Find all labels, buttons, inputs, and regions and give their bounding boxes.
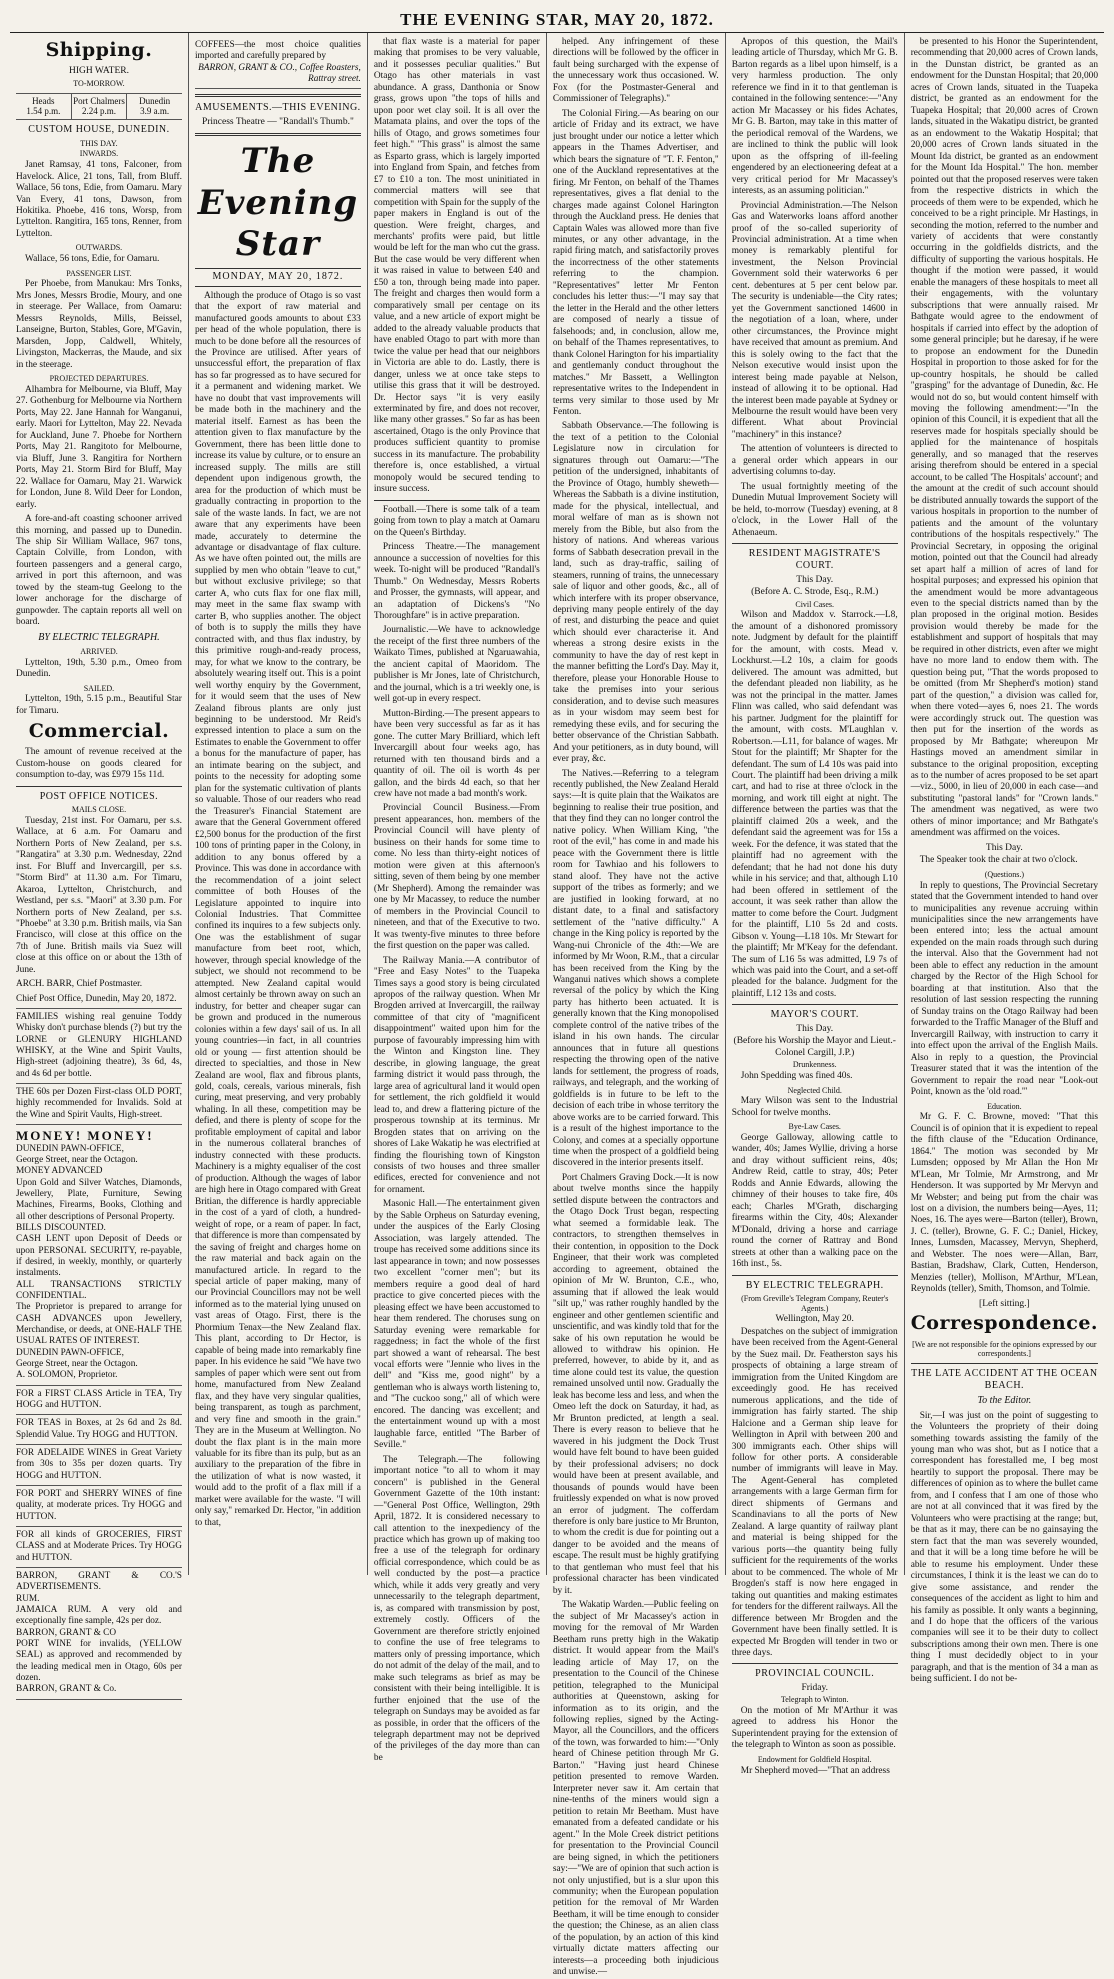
to-the-editor: To the Editor. [977,1395,1032,1407]
divider [195,94,361,97]
pc-telegraph-label: Telegraph to Winton. [780,1695,849,1705]
tide-cell [127,94,182,120]
sabbath-item: Sabbath Observance.—The following is the text of a petition to the Colonial Legislature now in circulation for signatures through out Oamaru:—"The petition of the undersigned, inhabitants of the Province of Otago, humbly sheweth—Whereas the Sabbath is a divine institution, made for the physical, intellectual, and moral welfare of man as is shown not merely from the Bible, but also from the history of nations. And whereas various forms of Sabbath desecration prevail in the land, such as dray-traffic, sailing of steamers, running of trains, the unnecessary sale of liquor and other goods, &c., all of which interfere with its proper observance, depriving many people entirely of the day of rest, and disturbing the peace and quiet which should ever characterise it. And whereas a strong desire exists in the community to have the day of rest kept in the manner befitting the Lord's Day. May it, therefore, please your Honorable House to take the premises into your serious consideration, and to devise such measures as in your wisdom may seem best for remedying these evils, and for securing the better observance of the Christian Sabbath. And your petitioners, as in duty bound, will ever pray, &c. [552,421,719,765]
theatre-line: Princess Theatre — "Randall's Thumb." [201,116,354,127]
pawn-owner: A. SOLOMON, Proprietor. [16,1370,118,1381]
beach-accident-title: THE LATE ACCIDENT AT THE OCEAN BEACH. [911,1368,1098,1392]
tide-cell [16,94,72,120]
provincial-admin-item: Provincial Administration.—The Nelson Gas and Waterworks loans afford another proof of the so-called superiority of Provincial administration. At a time when money is remarkably plentiful for investment, the Nelson Provincial Government sold their waterworks 6 per cent. debentures at 5 per cent below par. The security is undeniable—the City rates; yet the Government sanctioned 14600 in the negotiation of a loan, where, under other circumstances, the Province might have received that amount as premium. And this is solely owing to the fact that the Nelson executive would insist upon the interest being made payable at Nelson, instead of allowing it to be optional. Had the interest been made payable at Sydney or Melbourne the result would have been very different. What about Provincial "machinery" in this instance? [731,200,898,440]
natives-item: The Natives.—Referring to a telegram recently published, the New Zealand Herald says:—It is quite plain that the Waikatos are beginning to realise their true position, and that they find they can no longer control the native policy. When William King, "the root of the evil," has come in and made his peace with the Government there is little room for Tawhiao and his followers to stand aloof. They have not the active support of the tribes as formerly; and we are justified in looking forward, at no distant date, to a final and satisfactory settlement of the "native difficulty." A change in the King policy is reported by the Wang-nui Chronicle of the 4th:—We are informed by Mr Woon, R.M., that a circular has been received from the King by the Wanganui natives which shows a complete reversal of the policy by which the King party has hitherto been actuated. It is generally known that the King monopolised complete control of the native tribes of the island in his own hands. The circular announces that in future all questions respecting the throwing open of the native lands for settlement, the progress of roads, railways, and telegraph, and the working of goldfields is in future to be left to the decision of each tribe in whose territory the above works are to be carried forward. This is a result of the highest importance to the Colony, and comes at a specially opportune time when the prospect of a goldfield being discovered in the interior presents itself. [552,768,719,1169]
high-water-label: HIGH WATER. [68,66,129,77]
colonial-firing-item: The Colonial Firing.—As bearing on our article of Friday and its extract, we have just brought under our notice a letter which appears in the Thames Advertiser, and which bears the signature of "T. F. Fenton," one of the Auckland representatives at the firing. Mr Fenton, on behalf of the Thames representatives, gives a flat denial to the charges made against Colonel Harington through the Auckland press. He denies that Captain Wales was allowed more than five minutes, or any other advantage, in the rapid firing match, and satisfactorily proves the incorrectness of the other statements referring to the champion. "Representatives" letter Mr Fenton concludes his letter thus:—"I may say that the letter in the Herald and the other letters are composed of nearly a tissue of falsehoods; and, in conclusion, allow me, on behalf of the Thames representatives, to thank Colonel Harington for his impartiality and gentlemanly conduct throughout the matches." Mr Bassett, a Wellington representative writes to the Independent in terms very similar to those used by Mr Fenton. [552,108,719,417]
pawn-office: DUNEDIN PAWN-OFFICE, [16,1347,124,1358]
hogg-ad: FOR ADELAIDE WINES in Great Variety from 30s to 35s per dozen quarts. Try HOGG and HUTTON. [16,1445,182,1486]
custom-house-heading: CUSTOM HOUSE, DUNEDIN. [28,124,170,136]
telegraph-item: The Telegraph.—The following important notice "to all to whom it may concern" is published in the General Government Gazette of the 10th instant:—"General Post Office, Wellington, 29th April, 1872. It is considered necessary to call attention to the inexpediency of the practice which has grown up of making too free a use of the telegraph for ordinary official correspondence, which could be as well conducted by the post—a practice which, while it adds very greatly and very unnecessarily to the telegraph department, is, as compared with transmission by post, extremely costly. Officers of the Government are therefore strictly enjoined to confine the use of free telegrams to matters only of pressing importance, which do not admit of the delay of the mail, and to make such telegrams as brief as may be consistent with their being intelligible. It is further enjoined that the use of the telegraph on Sundays may be avoided as far as possible, in order that the officers of the telegraph department may not be deprived of the privileges of the day more than can be [373,1454,540,1763]
columns [10,33,1104,1978]
mails-close-label: MAILS CLOSE. [71,805,127,815]
council-continued: be presented to his Honor the Superintendent, recommending that 20,000 acres of Crown lands, in the Dunstan district, be granted as an endowment for the Dunstan Hospital; that 20,000 acres of Crown lands, situated in the Tuapeka district, be granted as an endowment for the Tuapeka Hospital; that 20,000 acres of Crown lands, situated in the Wakatipu district, be granted as an endowment to the Wakatip Hospital; that 20,000 acres of Crown lands situated in the Mount Ida district, be granted as an endowment for the Mount Ida Hospital." The hon. member pointed out that the proposed reserves were taken from the respective districts in which the proceeds of them were to be expended, which he conceived to be a right principle. Mr Hastings, in seconding the motion, referred to the number and variety of accidents that were constantly occurring in the goldfields districts, and the difficulty of supporting the various hospitals. He thought if the motion were passed, it would enable the managers of these hospitals to meet all their engagements, with the voluntary subscriptions that were annually raised. Mr Bathgate would agree to the endowment of hospitals if carried into effect by the adoption of some general principle; but he daresay, if he were to propose an endowment for the Dunedin Hospital in proportion to those asked for for the up-country hospitals, he should be called "grasping" for the advantage of Dunedin, &c. He would not do so, but would content himself with moving the following amendment:—"In the opinion of this Council, it is expedient that all the reserves made for hospitals specially should be applied for the maintenance of hospitals generally, and so managed that the reserves arising therefrom should be entered in a special account, to be called 'The Hospitals' account'; and the amount at the credit of such account should be distributed annually towards the support of the various hospitals in proportion to the number of patients and the amount of the voluntary contributions of the hospitals respectively." The Provincial Secretary, in opposing the original motion, pointed out that the Council had already set apart half a million of acres of land for hospital purposes; and expressed his opinion that the amendment would be more advantageous even to the special districts named than by the plan proposed in the original motion. Besides provision would thereby be made for the establishment and support of hospitals that may be required in other districts, even after we might have no more land to endow them with. The question being put, "That the words proposed to be omitted (from Mr Shepherd's motion) stand part of the question," a division was called for, when there voted—ayes 6, noes 21. The words were accordingly struck out. The question was then put for the insertion of the words as proposed by Mr Bathgate; whereupon Mr Hastings moved an amendment similar in substance to the original proposition, excepting as to the number of acres proposed to be set apart—viz., 5000, in lieu of 20,000 in each case—and substituting "pastoral lands" for "Crown lands." The amendment was negatived, as were two others of minor importance; and Mr Bathgate's amendment was affirmed on the voices. [910,37,1099,839]
pawn-cash: CASH LENT upon Deposit of Deeds or upon PERSONAL SECURITY, re-payable, if desired, in weekly, monthly, or quarterly instalments. [16,1234,182,1279]
leader-continued: that flax waste is a material for paper making that promises to be very valuable, and it possesses peculiar qualities." But Otago has other materials in vast abundance. A grass, Danthonia or Snow grass, grows upon "the tops of hills and upon poor wet clay soil. It is all over the Matamata plains, and over the tops of the hills of Otago, and grows sometimes four feet high." "This grass" is almost the same as Esparto grass, which is largely imported into England from Spain, and fetches from £7 to £10 a ton. The most uninitiated in commercial matters will see that competition with Spain for the supply of the paper makers in England is out of the question. Were freight, charges, and merchants' profits were paid, but little would be left for the man who cut the grass. But the case would be very different when it was raised in value to between £40 and £50 a ton, through being made into paper. The freight and charges then would form a comparatively small per centage on its value, and a new article of export might be added to the already valuable products that have enabled Otago to part with more than twice the value per head that our neighbors in Victoria are able to do. Lastly, there is danger, unless we at once take steps to utilise this grass that it will be destroyed. Dr. Hector says "it is very easily exterminated by fire, and does not recover, like many other grasses." So far as has been ascertained, Otago is the only Province that produces sufficient quantity to promise success in its manufacture. The probability therefore is, once established, a virtual monopoly would be secured tending to insure success. [373,37,540,495]
telegraph-from: (From Greville's Telegram Company, Reuter's Agents.) [741,1293,889,1313]
tide-place: Heads [32,95,55,106]
pawn-office-ad [16,1125,182,1386]
outwards-label: OUTWARDS. [75,243,123,253]
pc-day: Friday. [801,1682,828,1693]
speaker-line: The Speaker took the chair at two o'clock. [919,855,1078,866]
passenger-list-label: PASSENGER LIST. [66,268,132,278]
whisky-ad: FAMILIES wishing real genuine Toddy Whisky don't purchase blends (?) but try the LORNE or GLENURY HIGHLAND WHISKY, at the Wine and Spirit Vaults, High-street (adjoining theatre), 3s 6d, 4s, and 4s 6d per bottle. [16,1009,182,1084]
divider [732,1663,898,1664]
hogg-ad: FOR all kinds of GROCERIES, FIRST CLASS and at Moderate Prices. Try HOGG and HUTTON. [16,1527,182,1568]
correspondence-title: Correspondence. [910,1312,1099,1335]
passenger-text: Per Phoebe, from Manukau: Mrs Tonks, Mrs Jones, Messrs Brodie, Moury, and one in steerage. Per Wallace, from Oamaru: Messrs Reynolds, Mills, Beissel, Lanseigne, Burton, Stables, Gore, M'Gavin, Marsden, Jopp, Caldwell, Whitely, Livingston, Mackerras, the Maude, and six in the steerage. [16,279,182,370]
rm-cases: Wilson and Maddox v. Starrock.—L8, the amount of a dishonored promissory note. Judgment by default for the plaintiff for the amount, with costs. Mead v. Lockhurst.—L2 10s, a claim for goods delivered. The amount was admitted, but the defendant pleaded non liability, as he was not the principal in the matter. James Flinn was called, who said defendant was his partner. Judgment for the plaintiff for the amount, with costs. M'Laughlan v. Robertson.—L11, for balance of wages. Mr Stout for the plaintiff; Mr Shapter for the defendant. The sum of L4 10s was paid into Court. The plaintiff had been driving a milk cart, and had to rise at three o'clock in the morning, and work till eight at night. The difference between the parties was that the plaintiff claimed 20s a week, and the defendant said the agreement was for 15s a week. For the defence, it was stated that the plaintiff had no agreement with the defendant; that he had not done his duty while in his service; and that, although L10 had been offered in settlement of the account, it was seek rather than allow the matter to come before the Court. Judgment for the plaintiff, L10 5s 2d and costs. Gibson v. Young—L18 10s. Mr Stewart for the plaintiff; Mr M'Keay for the defendant. The sum of L16 5s was admitted, L9 7s of which was paid into the Court, and a set-off pleaded for the balance. Judgment for the plaintiff, L12 13s and costs. [731,610,898,999]
page-header: THE EVENING STAR, MAY 20, 1872. [10,8,1104,33]
education-text: Mr G. F. C. Browne, moved: "That this Council is of opinion that it is expedient to repeal the fifth clause of the "Education Ordinance, 1864." The motion was seconded by Mr Lumsden; opposed by Mr Allan the Hon Mr M'Lean, Mr Tolmie, Mr Armstrong, and Mr Henderson. It was supported by Mr Mervyn and Mr Webster; and being put from the chair was lost on a division, the numbers being—Ayes, 11; Noes, 16. The ayes were—Barton (teller), Brown, J. C. (teller), Browne, G. F. C.; Daniel, Hickey, Innes, Lumsden, Macassey, Mervyn, Shepherd, and Webster. The noes were—Allan, Barr, Bastian, Bradshaw, Clark, Cutten, Henderson, Menzies (teller), Mollison, M'Arthur, M'Lean, Reynolds (teller), Smith, Thomson, and Tolmie. [910,1112,1099,1295]
rum-sign: BARRON, GRANT & CO [16,1627,117,1638]
tide-place: Dunedin [139,95,171,106]
provincial-council-title: PROVINCIAL COUNCIL. [755,1668,875,1680]
hogg-ad: FOR a FIRST CLASS Article in TEA, Try HOGG and HUTTON. [16,1386,182,1416]
arrived-label: ARRIVED. [80,646,118,656]
pawn-office-addr: George Street, near the Octagon. [16,1359,138,1370]
drunk-label: Drunkenness. [792,1060,837,1070]
pawn-title: MONEY! MONEY! [16,1127,154,1143]
sailed-text: Lyttelton, 19th, 5.15 p.m., Beautiful Star for Timaru. [16,694,182,716]
neglected-text: Mary Wilson was sent to the Industrial School for twelve months. [731,1096,898,1118]
rm-civil: Civil Cases. [795,599,835,609]
mutual-improvement-item: The usual fortnightly meeting of the Dunedin Mutual Improvement Society will be held, to-morrow (Tuesday) evening, at 8 o'clock, in the Lower Hall of the Athenaeum. [731,481,898,538]
graving-dock-item: Port Chalmers Graving Dock.—It is now about twelve months since the happily settled dispute between the contractors and the Otago Dock Trust began, respecting what seemed a formidable leak. The contractors, to strengthen themselves in their contention, in opposition to the Dock Engineer, that their work was completed according to agreement, obtained the opinion of Mr W. Brunton, C.E., who, assuming that if allowed the leak would "silt up," was rather roughly handled by the engineer and other gentlemen scientific and unscientific, and was kindly told that for the sake of his own reputation he would be allowed to withdraw his opinion. He preferred, however, to abide by it, and as time alone could test its value, the question remained unsolved until now. Gradually the leak has become less and less, and when the Omeo left the dock on Saturday, it had, as Mr Brunton predicted, at length a seal. There is every reason to believe that he wavered in his judgment the Dock Trust would have felt bound to have been guided by their professional advisers; no dock would have been at present available, and thousands of pounds would have been fruitlessly expended on what is now proved an error of judgment. The cofferdam therefore is only bare justice to Mr Brunton, to whom the credit is due for pointing out a danger to be avoided and the means of escape. The result must be highly gratifying to that gentleman who must feel that his professional character has been vindicated by it. [552,1172,719,1596]
journalistic-item: Journalistic.—We have to acknowledge the receipt of the first three numbers of the Waikato Times, published at Ngaruawahia, the ancient capital of Maoridom. The publisher is Mr Jones, late of Christchurch, and the journal, which is a tri weekly one, is well got-up in every respect. [373,625,540,705]
shipping-paragraph: A fore-and-aft coasting schooner arrived this morning, and passed up to Dunedin. The ship Sir William Wallace, 967 tons, Captain Colville, from London, with fourteen passengers and a general cargo, arrived in port this afternoon, and was towed by the steam-tug Geelong to the lower anchorage for the discharge of gunpowder. The captain reports all well on board. [16,514,182,628]
post-office-sign: ARCH. BARR, Chief Postmaster. [16,979,143,990]
nameplate: The Evening Star [197,141,359,265]
this-day-label: THIS DAY. [80,138,118,148]
mayor-day: This Day. [796,1023,834,1034]
divider [732,543,898,544]
column-4 [547,33,726,1978]
coffees-text: COFFEES—the most choice qualities imported and carefully prepared by [194,40,361,62]
telegraph-continued: helped. Any infringement of these directions will be followed by the officer in fault being surcharged with the expense of the unnecessary work thus occasioned. W. Fox (for the Postmaster-General and Commissioner of Telegraphs)." [552,37,719,105]
port-sign: BARRON, GRANT & Co. [16,1684,117,1695]
beach-letter: Sir,—I was just on the point of suggesting to the Volunteers the propriety of their doing something towards assisting the family of the young man who was shot, but as I notice that a correspondent has forestalled me, I beg most heartily to support the proposal. There may be differences of opinion as to where the bullet came from, and I confess that I am one of those who are not at all convinced that it was fired by the Volunteers who were practising at the range; but, be that as it may, there can be no gainsaying the stern fact that the man was severely wounded, and that it will be a long time before he will be able to resume his employment. Under these circumstances, I think it is the least we can do to give some assistance, and render the consequences of the accident as light to him and his family as possible. It only wants a beginning, and I do hope that the officers of the various companies will see it to be their duty to collect subscriptions among their own men. There is one thing I must decidedly object to in your paragraph, and that is the mention of 34 a man as being sufficient. I do not be- [910,1410,1099,1685]
post-office-place: Chief Post Office, Dunedin, May 20, 1872. [16,991,182,1009]
post-office-title: POST OFFICE NOTICES. [39,790,159,802]
questions-label: (Questions.) [984,869,1025,879]
masonic-hall-item: Masonic Hall.—The entertainment given by the Sable Orpheus on Saturday evening, under the auspices of the Early Closing Association, was largely attended. The troupe has received some additions since its last appearance in town; and now possesses two excellent "corner men"; but its members require a good deal of hard practice to give concerted pieces with the pleasing effect we have been accustomed to hear them rendered. The choruses sung on Saturday evening were remarkable for raggedness; in fact the whole of the first part showed a want of rehearsal. The best vocal efforts were "Jennie who lives in the dell" and "Kiss me, good night" by a gentleman who is always worth listening to, and "The cuckoo song," all of which were encored. The dancing was excellent; and the entertainment wound up with a most laughable farce, entitled "The Barber of Seville." [373,1199,540,1451]
pawn-prop: The Proprietor is prepared to arrange for CASH ADVANCES upon Jewellery, Merchandise, or deeds, at ONE-HALF THE USUAL RATES OF INTEREST. [16,1302,182,1347]
hogg-ad: FOR TEAS in Boxes, at 2s 6d and 2s 8d. Splendid Value. Try HOGG and HUTTON. [16,1415,182,1445]
pawn-sub: MONEY ADVANCED [16,1166,103,1177]
telegraph-heading: BY ELECTRIC TELEGRAPH. [38,631,160,643]
tide-table [16,93,182,121]
column-1 [10,33,189,1695]
provincial-business-item: Provincial Council Business.—From present appearances, hon. members of the Provincial Council will have plenty of business on their hands for some time to come. No less than thirty-eight notices of motion were given at this afternoon's sitting, seven of them being by one member (Mr Shepherd). Among the remainder was one by Mr Macassey, to reduce the number of members in the Provincial Council to nineteen, and that of the Executive to two. It was twenty-five minutes to three before the first question on the paper was called. [373,803,540,952]
rm-court-title: RESIDENT MAGISTRATE'S COURT. [748,548,881,572]
rum-text: JAMAICA RUM. A very old and exceptionally fine sample, 42s per doz. [16,1604,182,1627]
tide-place: Port Chalmers [73,95,125,106]
telegraph-date: Wellington, May 20. [775,1314,854,1325]
amusements-heading: AMUSEMENTS.—THIS EVENING. [195,102,361,114]
old-port-ad: THE 60s per Dozen First-class OLD PORT, highly recommended for Invalids. Sold at the Wine and Spirit Vaults, High-street. [16,1084,182,1125]
bylaw-text: George Galloway, allowing cattle to wander, 40s; James Wyllie, driving a horse and dray without sufficient reins, 40s; Andrew Reid, cattle to stray, 40s; Peter Rodds and Annie Edwards, allowing the chimney of their houses to take fire, 40s each; Charles M'Grath, discharging firearms within the City, 40s; Alexander M'Donald, driving a horse and carriage round the corner of Rattray and Bond streets at other than a walking pace on the 16th inst., 5s. [731,1132,898,1270]
pawn-bills: BILLS DISCOUNTED. [16,1223,106,1234]
tide-time: 2.24 p.m. [81,106,116,117]
projected-label: PROJECTED DEPARTURES. [49,374,149,384]
railway-mania-item: The Railway Mania.—A contributor of "Free and Easy Notes" to the Tuapeka Times says a good story is being circulated apropos of the railway question. When Mr Brogden arrived at Invercargill, the railway committee of that city of "magnificent disappointment" waited upon him for the purpose of favourably impressing him with the Winton and Kingston line. They describe, in glowing language, the great farming district it would pass through, the large area of agricultural land it would open for settlement, the rich goldfield it would lead to, and drew a flattering picture of the prosperous township at its terminus. Mr Brogden states that on arriving on the shores of Lake Wakatip he was electrified at finding the flourishing town of Kingston consists of two houses and three smaller edifices, erected for convenience and not for ornament. [373,955,540,1195]
questions-text: In reply to questions, The Provincial Secretary stated that the Government intended to hand over to municipalities any revenue accruing within municipalities since the new arrangements have been entered into; less the actual amount expended on the main roads through such during the interval. Also that the Government had not been able to effect any reduction in the amount charged by the Rector of the High School for boarding at that institution. Also that the resolution of last session respecting the running of Sunday trains on the Otago Railway had been forwarded to the Traffic Manager of the Bluff and Invercargill Railway, with instruction to carry it into effect upon the arrival of the English Mails. Also in reply to a question, the Provincial Treasurer stated that it was the intention of the Government to repair the road near "Look-out Point, known as the 'old road.'" [910,880,1099,1098]
leader-article: Although the produce of Otago is so vast that the export of raw material and manufactured goods amounts to about £33 per head of the whole population, there is much to be done before all the resources of the Province are utilised. After years of unsuccessful effort, the preparation of flax has so far progressed as to have secured for it a permanent and widening market. We have no doubt that vast improvements will be made both in the machinery and the material itself. Earnest as has been the attention given to flax manufacture by the Government, there has been little done to increase its value by culture, or to ensure an increased supply. The mills are still dependent upon indigenous growth, the area for the production of which must be gradually contracting in proportion to the sale of the waste lands. In fact, we are not aware that any experiments have been made, accurately to determine the advantage or disadvantage of flax culture. As we have often pointed out, the mills are supplied by men who obtain "leave to cut," but without exclusive privilege; so that carter A, who cuts flax for one flax mill, may meet in the same flax swamp with carter B, who supplies another. The object of both is to supply the mills they have contracted with, and thus flax industry, by this primitive rough-and-ready process, may, for what we know to the contrary, be absolutely wearing itself out. This is a point well worthy enquiry by the Government, for it would seem that the uses of New Zealand fibrous plants are only just beginning to be understood. Mr Reid's expressed intention to place a sum on the Estimates to enable the Government to offer a bonus for the manufacture of paper, has an intimate bearing on the subject, and points to the necessity for adopting some plan for the systematic cultivation of plants so valuable. Those of our readers who read the Treasurer's Financial Statement are aware that the General Government offered £2,500 bonus for the production of the first 100 tons of printing paper in the Colony, in addition to any bonus offered by a Province. This was done in accordance with the recommendation of a joint select committee of both Houses of the Legislature appointed to inquire into Colonial Industries. That Committee confined its inquires to a few subjects only. One was the establishment of sugar manufacture from beet root, which, however, through special knowledge of the subject, we should not recommend to be attempted. New Zealand capital would almost certainly be thrown away on such an industry, for better and cheaper sugar can be grown and produced in the numerous colonies within a few days' sail of us. In all young countries—in fact, in all countries old or young — first attention should be directed to specialties, and those in New Zealand are wool, flax and fibrous plants, gold, coals, cereals, various minerals, fish curing, meat preserving, and very probably whaling. In all these, competition may be defied, and there is plenty of scope for the profitable employment of capital and labor in the numerous collateral branches of industry connected with these products. Machinery is a mighty equaliser of the cost of production. Although the wages of labor are high here in Otago compared with Great Britian, the difference is hardly appreciable in the cost of a yard of cloth, a hundred-weight of rope, or a ream of paper. In fact, that difference is more than compensated by the saving of freight and charges home on the raw material and back again on the manufactured article. In regard to the special article of paper making, many of our Provincial Councillors may not be well informed as to the material lying unused on vast areas of Otago. First, there is the Phormium Tenax—the New Zealand flax. This plant, according to Dr Hector, is capable of being made into remarkably fine paper. In his evidence he said "We have two samples of paper which were sent out from home, manufactured from New Zealand flax, and they have very singular qualities, being transparent, as tough as parchment, and very fine and smooth in the grain." They are in the Museum at Wellington. No doubt the flax plant is in the main more valuable for its fibre than its pulp, but as an auxiliary to the preparation of the fibre in the utilization of what is now wasted, it would add to the profit of a flax mill if a market were available for the waste. "I will only say," remarked Dr. Hector, "in addition to that, [194,290,361,1528]
barron-ad [16,1568,182,1700]
inwards-text: Janet Ramsay, 41 tons, Falconer, from Havelock. Alice, 21 tons, Tall, from Bluff. Wallace, 56 tons, Edie, from Oamaru. Mary Van Every, 41 tons, Dawson, from Hokitika. Phoebe, 416 tons, Worsp, from Lyttelton. Rangitira, 165 tons, Renner, from Lyttelton. [16,160,182,239]
commercial-title: Commercial. [28,720,170,743]
dateline: MONDAY, MAY 20, 1872. [195,268,361,286]
tide-time: 3.9 a.m. [140,106,170,117]
hogg-ad: FOR PORT and SHERRY WINES of fine quality, at moderate prices. Try HOGG and HUTTON. [16,1486,182,1527]
column-5 [726,33,905,1776]
volunteers-item: The attention of volunteers is directed to a general order which appears in our advertising columns to-day. [731,444,898,478]
pawn-confidential: ALL TRANSACTIONS STRICTLY CONFIDENTIAL. [16,1279,182,1302]
projected-text: Alhambra for Melbourne, via Bluff, May 27. Gothenburg for Melbourne via Northern Ports, May 22. Jane Hannah for Wanganui, early. Maori for Lyttelton, May 22. Nevada for Auckland, June 7. Phoebe for Northern Ports, May 21. Rangitoto for Melbourne, via Bluff, June 3. Rangitira for Northern Ports, May 21. Storm Bird for Bluff, May 22. Wallace for Oamaru, May 21. Warwick for London, June 8. Wild Deer for London, early. [16,384,182,510]
tide-time: 1.54 p.m. [26,106,61,117]
rm-before: (Before A. C. Strode, Esq., R.M.) [751,587,879,598]
coffees-sign: BARRON, GRANT & CO., Coffee Roasters, Rattray street. [198,62,361,84]
divider [16,786,182,787]
education-label: Education. [987,1101,1022,1111]
commercial-text: The amount of revenue received at the Custom-house on goods cleared for consumption to-day, was £979 15s 11d. [16,747,182,781]
divider [732,1004,898,1005]
arrived-text: Lyttelton, 19th, 5.30 p.m., Omeo from Dunedin. [16,657,182,680]
left-sitting: [Left sitting.] [979,1298,1030,1309]
rm-day: This Day. [796,574,834,585]
rum-heading: RUM. [16,1593,40,1604]
coffees-ad [195,37,361,89]
this-day-label: This Day. [985,842,1023,853]
pc-endowment-text: Mr Shepherd moved—"That an address [740,1765,890,1776]
divider [732,1275,898,1276]
inwards-label: INWARDS. [79,149,119,159]
barron-title: BARRON, GRANT & CO.'S ADVERTISEMENTS. [16,1570,182,1593]
mutton-birding-item: Mutton-Birding.—The present appears to have been very successful as far as it has gone. The cutter Mary Brilliard, which left Invercargill about four weeks ago, has returned with ten thousand birds and a quantity of oil. The oil is worth 4s per gallon, and the birds 4d each, so that her crew have not made a bad month's work. [373,708,540,799]
drunk-text: John Spedding was fined 40s. [740,1071,853,1082]
column-3 [368,33,547,1763]
shipping-title: Shipping. [45,39,153,61]
pawn-addr: George Street, near the Octagon. [16,1155,138,1166]
electric-telegraph-title: BY ELECTRIC TELEGRAPH. [745,1279,884,1291]
outwards-text: Wallace, 56 tons, Edie, for Oamaru. [25,254,160,265]
wakatip-warden-item: The Wakatip Warden.—Public feeling on the subject of Mr Macassey's action in moving for the removal of Mr Warden Beetham runs pretty high in the Wakatip district. It would appear from the Mail's leading article of May 17, on the presentation to the Council of the Chinese petition, telegraphed to the Municipal authorities at Queenstown, asking for information as to its origin, and the following replies, signed by the Acting-Mayor, all the Councillors, and the officers of the town, was forwarded to him:—"Only heard of Chinese petition through Mr G. Barton." "Having just heard Chinese petition presented to remove Warden. Interpreter never saw it. Am certain that nine-tenths of the miners would sign a petition to retain Mr Beetham. Must have emanated from a defeated candidate or his agent." In the Mole Creek district petitions for presentation to the Provincial Council are being signed, in which the petitioners say:—"We are of opinion that such action is not only unjustified, but is a slur upon this community; when the European population petition for the removal of Mr Warden Beetham, it will be time enough to consider the question; the Chinese, as an alien class of the population, by an action of this kind virtually dictate matters affecting our interests—a proceeding both injudicious and unwise.— [552,1600,719,1978]
telegraph-news: Despatches on the subject of immigration have been received from the Agent-General by the Suez mail. Dr. Featherston says his prospects of obtaining a large stream of immigration from the United Kingdom are exceedingly good. He has received numerous applications, and the tide of immigration has fairly started. The ship Halcione and a German ship leave for Wellington in April with between 200 and 300 immigrants each. Other ships will follow for other ports. A considerable number of immigrants will leave in May. The Agent-General has completed arrangements with a large German firm for direct shipments of Germans and Scandinavians to all the ports of New Zealand. A large quantity of railway plant and material is being shipped for the various ports—the quantity being fully sufficient for the requirements of the works about to be commenced. The whole of Mr Brogden's staff is now here engaged in taking out quantities and making estimates for tenders for the different railways. All the difference between Mr Brogden and the Government have been finally settled. It is expected Mr Brogden will tender in two or three days. [731,1326,898,1658]
princess-theatre-item: Princess Theatre.—The management announce a succession of novelties for this week. To-night will be produced "Randall's Thumb." On Wednesday, Messrs Roberts and Prosser, the gymnasts, will appear, and an adaptation of Dickens's "No Thoroughfare" is in active preparation. [373,542,540,621]
divider [195,133,361,136]
pawn-text: Upon Gold and Silver Watches, Diamonds, Jewellery, Plate, Furniture, Sewing Machines, Firearms, Books, Clothing and all other descriptions of Personal Property. [16,1177,182,1222]
pc-endowment-label: Endowment for Goldfield Hospital. [757,1754,872,1764]
to-morrow-label: TO-MORROW. [73,78,125,88]
pc-telegraph-text: On the motion of Mr M'Arthur it was agreed to address his Honor the Superintendent praying for the extension of the telegraph to Winton as soon as possible. [731,1705,898,1751]
football-item: Football.—There is some talk of a team going from town to play a match at Oamaru on the Queen's Birthday. [373,504,540,538]
tide-cell [72,94,128,120]
divider [374,500,540,501]
mayor-before: (Before his Worship the Mayor and Lieut.-Colonel Cargill, J.P.) [733,1036,896,1058]
neglected-label: Neglected Child. [787,1085,842,1095]
correspondence-note: [We are not responsible for the opinions expressed by our correspondents.] [912,1339,1097,1359]
sailed-label: SAILED. [83,683,115,693]
column-2 [189,33,368,1575]
apropos-item: Apropos of this question, the Mail's leading article of Thursday, which Mr G. B. Barton regards as a libel upon himself, is a very harmless production. The only reference we find in it to that gentleman is contained in the following sentence:—"Any action Mr Macassey or his fides Achates, Mr G. B. Barton, may take in this matter of the periodical removal of the Wardens, we are inclined to think the public will look upon as the offspring of ill-feeling engendered by an electioneering defeat at a very critical period for Mr Macassey's interests, as an assuming politician." [731,37,898,197]
post-office-text: Tuesday, 21st inst. For Oamaru, per s.s. Wallace, at 6 a.m. For Oamaru and Northern Ports of New Zealand, per s.s. "Rangatira" at 3.30 p.m. Wednesday, 22nd inst. For Bluff and Invercargill, per s.s. "Storm Bird" at 11.30 a.m. For Timaru, Akaroa, Lyttelton, Christchurch, and Westland, per s.s. "Maori" at 3.30 p.m. For Northern ports of New Zealand, per s.s. "Phoebe" at 3.30 p.m. British mails, via San Francisco, will close at this office on the 7th of June. British mails via Suez will close at this office on or about the 13th of June. [16,815,182,975]
mayors-court-title: MAYOR'S COURT. [770,1009,859,1021]
pawn-name: DUNEDIN PAWN-OFFICE, [16,1143,124,1154]
bylaw-label: Bye-Law Cases. [788,1122,841,1132]
port-text: PORT WINE for invalids, (YELLOW SEAL) as approved and recommended by the leading medical men in Otago, 60s per dozen. [16,1638,182,1683]
divider [911,1363,1098,1364]
column-6 [905,33,1104,1685]
